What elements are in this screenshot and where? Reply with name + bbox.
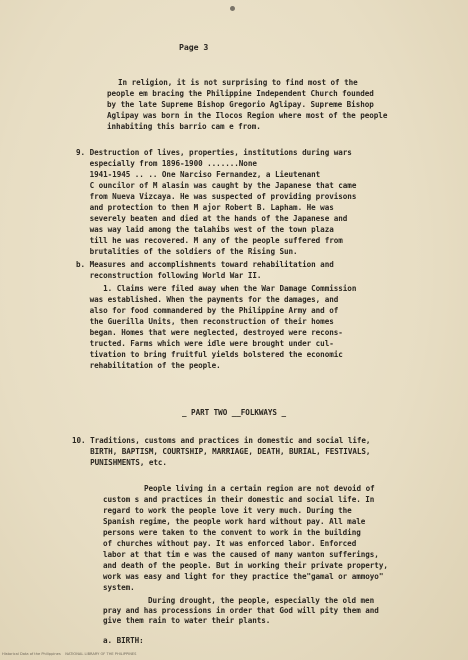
customs-line: People living in a certain region are not devoid of xyxy=(144,484,375,493)
drought-line: During drought, the people, especially the old men xyxy=(148,596,375,605)
religion-line: people em bracing the Philippine Independent Church founded xyxy=(107,89,374,98)
customs-line: of churches without pay. It was enforced labor. Enforced xyxy=(103,539,357,548)
item-9-line: till he was recovered. M any of the people suffered from xyxy=(76,236,343,245)
religion-line: inhabiting this barrio cam e from. xyxy=(107,122,261,131)
item-b-line: began. Homes that were neglected, destroyed were recons- xyxy=(76,328,343,337)
religion-line: by the late Supreme Bishop Gregorio Aglipay. Supreme Bishop xyxy=(107,100,374,109)
item-b-line: reconstruction following World War II. xyxy=(76,271,262,280)
customs-line: custom s and practices in their domestic and social life. In xyxy=(103,495,375,504)
drought-line: give them rain to water their plants. xyxy=(103,616,271,625)
punch-hole xyxy=(230,6,235,11)
item-9-line: C ouncilor of M alasin was caught by the Japanese that came xyxy=(76,181,357,190)
item-b-line: was established. When the payments for the damages, and xyxy=(76,295,339,304)
religion-line: In religion, it is not surprising to find most of the xyxy=(118,78,358,87)
item-b-line: the Guerilla Units, then reconstruction of their homes xyxy=(76,317,334,326)
item-9-line: 1941-1945 .. .. One Narciso Fernandez, a Lieutenant xyxy=(76,170,321,179)
item-b-line: tivation to bring fruitful yields bolstered the economic xyxy=(76,350,343,359)
customs-line: system. xyxy=(103,583,135,592)
part-two-heading: _ PART TWO __FOLKWAYS _ xyxy=(182,408,287,417)
item-9-line: 9. Destruction of lives, properties, institutions during wars xyxy=(76,148,352,157)
customs-line: labor at that tim e was the caused of many wanton sufferings, xyxy=(103,550,379,559)
customs-line: persons were taken to the convent to work in the building xyxy=(103,528,361,537)
item-b-line: b. Measures and accomplishments toward rehabilitation and xyxy=(76,260,334,269)
item-b-line: 1. Claims were filed away when the War Damage Commission xyxy=(76,284,357,293)
customs-line: work was easy and light for they practice the"gamal or ammoyo" xyxy=(103,572,384,581)
item-10-line: BIRTH, BAPTISM, COURTSHIP, MARRIAGE, DEATH, BURIAL, FESTIVALS, xyxy=(72,447,371,456)
customs-line: Spanish regime, the people work hard without pay. All male xyxy=(103,517,366,526)
item-9-line: from Nueva Vizcaya. He was suspected of providing provisons xyxy=(76,192,357,201)
item-b-line: rehabilitation of the people. xyxy=(76,361,221,370)
item-b-line: tructed. Farms which were idle were brought under cul- xyxy=(76,339,334,348)
customs-line: regard to work the people love it very much. During the xyxy=(103,506,352,515)
item-10-line: PUNISHMENTS, etc. xyxy=(72,458,167,467)
religion-line: Aglipay was born in the Ilocos Region where most of the people xyxy=(107,111,388,120)
item-9-line: brutalities of the soldiers of the Rising Sun. xyxy=(76,247,298,256)
customs-line: and death of the people. But in working their private property, xyxy=(103,561,388,570)
item-10-line: 10. Traditions, customs and practices in domestic and social life, xyxy=(72,436,371,445)
drought-line: pray and has processions in order that God will pity them and xyxy=(103,606,379,615)
item-9-line: and protection to then M ajor Robert B. Lapham. He was xyxy=(76,203,334,212)
birth-heading: a. BIRTH: xyxy=(103,636,144,645)
item-9-line: severely beaten and died at the hands of the Japanese and xyxy=(76,214,348,223)
footer-text: Historical Data of the Philippines NATIONAL LIBRARY OF THE PHILIPPINES xyxy=(2,652,137,656)
item-b-line: also for food commandered by the Philippine Army and of xyxy=(76,306,339,315)
item-9-line: was way laid among the talahibs west of the town plaza xyxy=(76,225,334,234)
page-number: Page 3 xyxy=(179,42,209,52)
item-9-line: especially from 1896-1900 .......None xyxy=(76,159,257,168)
